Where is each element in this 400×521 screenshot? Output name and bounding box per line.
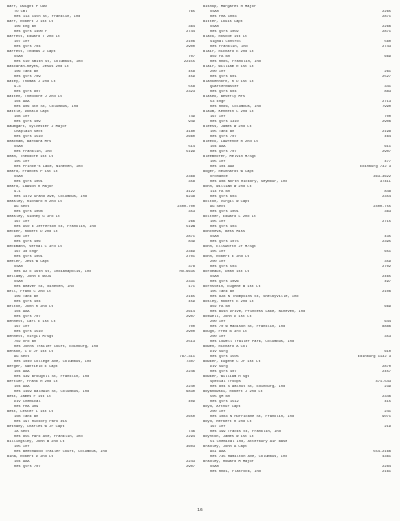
entry-text: Barr, Dwight P CWO [7, 5, 47, 9]
entry-text: Res Beaver St, Nineveh, Ind [14, 285, 74, 289]
entry-phone: 2400-755 [373, 205, 391, 209]
entry-text: 108 Tank Bn [14, 415, 39, 419]
entry-text: Res Qtrs 1505 [210, 355, 239, 359]
entry-text: Res Johns Trailer Court, Edinburg, Ind [14, 345, 99, 349]
entry-text: 108 Inf [14, 115, 30, 119]
entry-text: Bornstein, Eugene W 1st Lt [203, 285, 261, 289]
entry-text: Bishop, Margaret H Major [203, 5, 257, 9]
entry-text: 105 Inf [210, 250, 226, 254]
entry-phone: 459 [188, 75, 195, 79]
entry-phone: 610 [384, 350, 391, 354]
entry-text: Res Qtrs 704 [14, 45, 41, 49]
entry-text: 106 Eng Bn [14, 25, 37, 29]
entry-phone: 2161 [382, 470, 391, 474]
entry-text: Boyd, Arthur Capt [203, 405, 241, 409]
entry-text: Res 950 E Jefferson St, Franklin, Ind [14, 225, 96, 229]
entry-phone: 2701 [186, 255, 195, 259]
entry-text: USAR [14, 265, 23, 269]
entry-text: AG Sect [14, 205, 30, 209]
entry-phone: 464 [384, 135, 391, 139]
entry-text: Res Qtrs 404 [14, 300, 41, 304]
entry-phone: 2284 [382, 465, 391, 469]
entry-phone: 2243 [186, 460, 195, 464]
entry-phone: 2368 [186, 175, 195, 179]
entry-phone: 2650 [186, 415, 195, 419]
right-column [203, 5, 391, 475]
entry-text: 200 Inf [210, 410, 226, 414]
entry-text: Blankenhorn, R D 1st Lt [203, 80, 254, 84]
entry-text: 105 Inf [210, 160, 226, 164]
entry-text: Berger, Sanfield E Capt [7, 365, 58, 369]
entry-phone: Edinburg 73J 3 [360, 165, 391, 169]
entry-text: USAR [210, 10, 219, 14]
entry-phone: 358 [188, 180, 195, 184]
entry-phone: 2715 [382, 220, 391, 224]
entry-text: Bell, Frank C 2nd Lt [7, 290, 52, 294]
entry-text: 505 QM Bn [210, 395, 230, 399]
entry-text: Bough, Fred B 3rd Lt [203, 330, 248, 334]
entry-phone: 2246 [186, 370, 195, 374]
entry-phone: 848 [384, 190, 391, 194]
entry-text: Bennett, Carl E 1st Lt [7, 320, 56, 324]
entry-text: Res Qtrs 807 [14, 90, 41, 94]
entry-text: Res Qtrs 1001 [14, 180, 43, 184]
entry-text: Bradley, Howard M Major [203, 460, 254, 464]
entry-text: Bordeaux, Dean 1st Lt [203, 270, 250, 274]
entry-text: Res Lowell Trailer Park, Columbus, Ind [210, 340, 295, 344]
entry-text: Div Surg [210, 350, 228, 354]
entry-text: Res 828 N Thompkins St, Shelbyville, Ind [210, 295, 299, 299]
entry-text: Blasek, Beverly Mrs [203, 95, 246, 99]
entry-text: Becker, Robert D 2nd Lt [7, 230, 58, 234]
entry-phone: 2266 [382, 25, 391, 29]
entry-phone: 378 [188, 265, 195, 269]
entry-text: Bertier, Frank H 2nd Lt [7, 380, 58, 384]
entry-text: 200 Inf [210, 335, 226, 339]
entry-text: 167 Inf [14, 220, 30, 224]
entry-phone: 2907 [186, 315, 195, 319]
entry-text: Bethany, Charles W Jr Capt [7, 425, 65, 429]
entry-phone: 2870 [382, 365, 391, 369]
entry-text: Res Qtrs 707 [210, 150, 237, 154]
entry-text: 104 AAA [14, 460, 30, 464]
entry-phone: 364 [188, 25, 195, 29]
entry-text: Res RR#6, Columbus, Ind [210, 105, 261, 109]
entry-text: Res Beechwood Trailer Court, Columbus, Ind [14, 450, 107, 454]
entry-phone: 949 [188, 120, 195, 124]
entry-text: Res 1084 N Hurricane St, Franklin, Ind [210, 415, 295, 419]
entry-phone: 2354 [382, 195, 391, 199]
entry-text: 104 AAA [14, 100, 30, 104]
entry-phone: 700 [188, 325, 195, 329]
entry-phone: 2106 [186, 40, 195, 44]
entry-phone: 7307 [186, 360, 195, 364]
entry-text: Boyd, Herbert R 2nd Lt [203, 420, 252, 424]
entry-text: Bina, Robert D 2nd Lt [7, 455, 54, 459]
entry-text: Baumgart, Sylvester J Major [7, 125, 67, 129]
entry-phone: HU-6635 [179, 270, 195, 274]
entry-phone: 7990 [382, 105, 391, 109]
entry-phone: 707 [188, 55, 195, 59]
entry-phone: 353 [188, 210, 195, 214]
entry-text: 167 Inf [210, 425, 226, 429]
entry-text: 167 3d Engr [14, 250, 39, 254]
entry-phone: 2743 [382, 45, 391, 49]
entry-phone: 2744 [186, 30, 195, 34]
entry-text: 106 Tank Bn [14, 295, 39, 299]
entry-text: Bleeck, Lawrence R 2nd Lt [203, 140, 259, 144]
entry-text: Res Qtrs 1510 [14, 135, 43, 139]
entry-phone: 2465 [382, 275, 391, 279]
entry-text: Chaplain Sect [14, 130, 43, 134]
entry-phone: 2907 [186, 465, 195, 469]
entry-text: Res Qtrs 1400 F [14, 30, 48, 34]
entry-text: Boswell, John D 1st Lt [203, 315, 252, 319]
entry-text: 106 Inf [14, 235, 30, 239]
entry-text: Beasley, Richard H 2nd Lt [7, 200, 63, 204]
entry-phone: 644 [384, 320, 391, 324]
entry-text: ASI AAA [210, 450, 226, 454]
entry-phone: 341 [384, 85, 391, 89]
entry-phone: 5199 [186, 150, 195, 154]
entry-phone: 266 [188, 220, 195, 224]
entry-phone: 239 [384, 385, 391, 389]
entry-text: Bowker, Eugene C Jr 1st Lt [203, 360, 261, 364]
entry-text: Res Qtrs 1008 [14, 210, 43, 214]
entry-phone: 2513 [186, 340, 195, 344]
entry-phone: 514 [188, 145, 195, 149]
entry-text: Boger, Reinhardt W Capt [203, 170, 254, 174]
entry-text: Barrett, Edward T 2nd Lt [7, 35, 61, 39]
entry-phone: 787-311 [179, 355, 195, 359]
entry-text: Bowen, Richard A Col [203, 345, 248, 349]
entry-phone: 415 [384, 400, 391, 404]
entry-phone: 2165 [186, 295, 195, 299]
entry-phone: 2871 [186, 235, 195, 239]
entry-text: Res 1479 Grand Ave, Columbus, Ind [14, 195, 88, 199]
entry-text: Ordnance [210, 175, 228, 179]
entry-phone: 560 [384, 40, 391, 44]
entry-text: 200 Inf [210, 320, 226, 324]
entry-phone: 8886 [382, 325, 391, 329]
entry-text: Div Chemical [14, 400, 41, 404]
entry-text: Barr, Robert J 1st Lt [7, 20, 54, 24]
entry-text: 105 Tank Bn [210, 130, 235, 134]
entry-text: Res FHA 1003 [210, 15, 237, 19]
entry-text: G-1 [14, 190, 21, 194]
entry-text: 802 FA Bn [210, 305, 230, 309]
entry-text: Res 439 Broughll St, Franklin, Ind [14, 375, 90, 379]
entry-text: IA Sect [14, 430, 30, 434]
entry-text: AG Sect [14, 355, 30, 359]
entry-text: Res 104 AAA [210, 165, 235, 169]
entry-phone: 883 [384, 90, 391, 94]
entry-phone: 3180 [186, 130, 195, 134]
entry-text: Bonn, Robert E 2nd Lt [203, 255, 250, 259]
entry-text: Bowker, William H Sgt [203, 375, 250, 379]
entry-phone: 477 [384, 160, 391, 164]
entry-text: Battle, Donald Capt [7, 110, 50, 114]
entry-phone: 611 [384, 145, 391, 149]
entry-text: Res FHA 309 [14, 405, 39, 409]
entry-phone: 2369 [186, 250, 195, 254]
entry-phone: 219 [384, 425, 391, 429]
entry-phone: 497 [384, 280, 391, 284]
entry-text: Res 197 Hickory Park #15 [14, 420, 68, 424]
entry-phone: 359 [384, 260, 391, 264]
left-column [7, 5, 195, 470]
entry-text: 167 Inf [210, 115, 226, 119]
entry-text: Res Qtrs 1096 [210, 280, 239, 284]
entry-phone: 2106 [382, 290, 391, 294]
entry-text: Res Qtrs 707 [210, 135, 237, 139]
entry-phone: 6238 [186, 195, 195, 199]
entry-text: Res 510 Smith St, Columbus, Ind [14, 60, 83, 64]
entry-text: Res 906 4th St, Columbus, Ind [14, 105, 79, 109]
entry-phone: 2900 [186, 330, 195, 334]
entry-text: Blaum, Kenneth L 2nd Lt [203, 110, 254, 114]
entry-text: Res Qtrs 407 [210, 370, 237, 374]
entry-text: Res 199 Tracks St, Franklin, Ind [210, 430, 281, 434]
entry-text: Bean, Theodore 1st Lt [7, 155, 54, 159]
entry-phone: Edinburg 113J 3 [357, 355, 391, 359]
entry-text: Bellamy, John E WOJG [7, 275, 52, 279]
entry-text: Bohn, William W 2nd Lt [203, 185, 252, 189]
entry-phone: 409 [188, 400, 195, 404]
entry-phone: 2346 [382, 395, 391, 399]
entry-phone: 2240 [186, 385, 195, 389]
entry-text: Res Qtrs 1001 [14, 255, 43, 259]
entry-text: USAR [14, 145, 23, 149]
entry-text: USAR [210, 465, 219, 469]
entry-phone: 3741L [379, 180, 391, 184]
entry-phone: 471-543 [375, 380, 391, 384]
entry-phone: 2323 [186, 90, 195, 94]
entry-phone: 2400-700 [177, 205, 195, 209]
entry-text: Res Qtrs 1510 [14, 330, 43, 334]
entry-text: Res Qtrs 503 [210, 265, 237, 269]
entry-phone: 363 [384, 210, 391, 214]
entry-text: Res Qtrs 709 [14, 75, 41, 79]
entry-text: G-3 [14, 85, 21, 89]
entry-text: Res Qtrs 1512 [210, 400, 239, 404]
entry-text: Res 908 North Hickory, Seymour, Ind [210, 180, 288, 184]
entry-text: 200 Inf [210, 260, 226, 264]
entry-text: Beard, Lawson R Major [7, 185, 54, 189]
entry-text: Best, Lester L 1st Lt [7, 410, 54, 414]
entry-text: Res Prince's Lake, Nineveh, Ind [14, 165, 83, 169]
entry-phone: 2457 [382, 370, 391, 374]
entry-text: 107 Inf [14, 40, 30, 44]
entry-text: Res 735 Hamilton Ave, Columbus, Ind [210, 455, 288, 459]
entry-text: AG Sect [210, 205, 226, 209]
entry-phone: 9071 [382, 415, 391, 419]
entry-text: 802 FA Bn [210, 55, 230, 59]
entry-text: Signal Control [210, 40, 241, 44]
entry-text: Res 113 14th St, Franklin, Ind [14, 15, 81, 19]
entry-phone: 2265 [382, 10, 391, 14]
entry-phone: 651 [384, 250, 391, 254]
entry-text: 104 AAA [14, 310, 30, 314]
entry-phone: 261 [384, 70, 391, 74]
entry-text: Boncheva, Bess Miss [203, 230, 246, 234]
entry-phone: 700 [384, 115, 391, 119]
entry-text: Res Franklin, Ind [14, 150, 52, 154]
entry-phone: 363-3622 [373, 175, 391, 179]
entry-text: 200 Inf [210, 70, 226, 74]
entry-text: Barrett, Thomas J Capt [7, 50, 56, 54]
entry-phone: 669 [384, 55, 391, 59]
entry-phone: 2614 [186, 310, 195, 314]
entry-phone: 2906 [382, 120, 391, 124]
entry-text: Res Qtrs 1002 [210, 30, 239, 34]
entry-phone: 2907 [382, 150, 391, 154]
entry-text: Res Qtrs 1075 [210, 240, 239, 244]
entry-text: 702 Ord Bn [14, 340, 37, 344]
entry-phone: 2702 [382, 265, 391, 269]
entry-phone: 458 [188, 70, 195, 74]
entry-text: Bennett, Virgil M/Sgt [7, 335, 54, 339]
entry-phone: 435 [384, 235, 391, 239]
entry-text: Beasley, Sidney G 3rd Lt [7, 215, 61, 219]
entry-text: 105 Inf [14, 445, 30, 449]
entry-text: Bolton, Virgil W Capt [203, 200, 250, 204]
entry-text: Res Qtrs 601 [210, 75, 237, 79]
entry-text: Res Qtrs 604 [210, 90, 237, 94]
entry-text: Bonn, Ellsworth Jr M/Sgt [203, 245, 257, 249]
entry-text: Bleemhofer, Melvin M/Sgt [203, 155, 257, 159]
entry-phone: 2294 [186, 435, 195, 439]
entry-text: Res 855 Park Ave, Franklin, Ind [14, 435, 83, 439]
entry-text: 104 AAA [14, 385, 30, 389]
entry-phone: 2527 [382, 75, 391, 79]
entry-text: Res RR#1, Flatrock, Ind [210, 470, 261, 474]
entry-text: 167 Inf [14, 325, 30, 329]
entry-text: Blair, Richard E 2nd Lt [203, 50, 254, 54]
entry-text: 105 Tank Bn [210, 290, 235, 294]
entry-text: Res Qtrs 603 [210, 195, 237, 199]
entry-phone: 849 [188, 240, 195, 244]
entry-text: Blair, William R 1st Lt [203, 65, 254, 69]
entry-text: Boyanowski, Robert J 2nd Lt [203, 390, 263, 394]
entry-text: 105 Inf [14, 160, 30, 164]
entry-text: Res 70 W Madison St, Franklin, Ind [210, 325, 286, 329]
entry-text: 106 Tank Bn [14, 70, 39, 74]
entry-phone: 3122 [186, 190, 195, 194]
entry-text: Res Qtrs 1001 [210, 210, 239, 214]
entry-text: Special Troops [210, 380, 241, 384]
entry-text: 104 AAA [210, 145, 226, 149]
entry-text: Billingsley, John W 2nd Lt [7, 440, 65, 444]
entry-text: USAR [14, 55, 23, 59]
entry-phone: 2660 [186, 135, 195, 139]
entry-phone: 4361 [382, 455, 391, 459]
entry-phone: 353 [384, 335, 391, 339]
entry-text: Res Qtrs 1310 [210, 120, 239, 124]
directory-line [203, 470, 391, 475]
entry-text: Res Qtrs 406 [14, 240, 41, 244]
entry-text: Res 1040 College Ave, Columbus, Ind [14, 360, 92, 364]
entry-text: Bleess, James W 2nd Lt [203, 125, 252, 129]
entry-text: USAR [210, 275, 219, 279]
entry-phone: 22155 [183, 60, 195, 64]
entry-text: Bradley, John A Capt [203, 445, 248, 449]
directory-line [7, 465, 195, 470]
entry-text: USAR [14, 175, 23, 179]
entry-phone: 554-2166 [373, 450, 391, 454]
entry-text: 105 Inf [210, 220, 226, 224]
entry-phone: 171 [188, 285, 195, 289]
entry-phone: 2331 [186, 280, 195, 284]
entry-phone: 558 [188, 85, 195, 89]
entry-phone: 519W [186, 225, 195, 229]
entry-text: Res RR#5, Franklin, Ind [210, 60, 261, 64]
entry-phone: 2871 [382, 15, 391, 19]
page-number: 16 [197, 508, 203, 513]
entry-phone: 2713 [382, 100, 391, 104]
entry-text: Best, James F 1st Lt [7, 395, 52, 399]
entry-phone: 459 [188, 300, 195, 304]
entry-text: 104 AAA [14, 370, 30, 374]
entry-text: Beeler, Jess W Capt [7, 260, 50, 264]
entry-text: Boltner, Edward L 2nd Lt [203, 215, 257, 219]
entry-text: Belton, John R 2nd Lt [7, 305, 54, 309]
entry-text: TO Cml [14, 10, 28, 14]
entry-phone: 2900 [186, 45, 195, 49]
entry-text: Res Qtrs 707 [14, 315, 41, 319]
entry-phone: 746 [188, 430, 195, 434]
entry-text: Beacham, Barbara Mrs [7, 140, 52, 144]
entry-text: USAR [14, 280, 23, 284]
entry-phone: 765 [188, 10, 195, 14]
entry-phone: 6830 [186, 390, 195, 394]
entry-phone: 2395 [382, 240, 391, 244]
entry-text: Res Franklin, Ind [210, 45, 248, 49]
entry-text: Batey, Thomas J 2nd Lt [7, 80, 56, 84]
entry-text: 53 Engr [210, 100, 226, 104]
entry-text: Res Qtrs 409 [14, 120, 41, 124]
entry-phone: 749 [188, 115, 195, 119]
entry-text: 114 FA Bn [210, 190, 230, 194]
entry-text: 51 Chemical Ind, Atterbury Air Base [210, 440, 288, 444]
entry-text: Res 92 E 16th St, Indianapolis, Ind [14, 270, 92, 274]
entry-text: Boynton, James W 1st Lt [203, 435, 254, 439]
entry-phone: 3603 [186, 445, 195, 449]
entry-text: Bascaran-Reyes, Jesus 2nd Lt [7, 65, 69, 69]
entry-text: Res Qtrs 403 [210, 225, 237, 229]
entry-text: USAR [210, 25, 219, 29]
entry-text: Res Bush Drive, Princess Lake, Nineveh, Ind [210, 310, 306, 314]
entry-phone: 669 [384, 305, 391, 309]
entry-text: Res Qtrs 707 [14, 465, 41, 469]
entry-phone: 2871 [382, 30, 391, 34]
entry-text: Benson, C D Jr 1st Lt [7, 350, 54, 354]
entry-text: Batten, Theodore J 2nd Lt [7, 95, 63, 99]
entry-text: USAR [210, 235, 219, 239]
entry-text: Black, Roscoe 1st Lt [203, 35, 248, 39]
entry-text: Res 804 S Walnut St, Edinburg, Ind [210, 385, 286, 389]
entry-text: Div Surg [210, 365, 228, 369]
entry-text: Quartermaster [210, 85, 239, 89]
entry-text: Beckmann, Vernal C 3rd Lt [7, 245, 63, 249]
entry-text: Beard, Frances P 1st Lt [7, 170, 58, 174]
entry-text: Bosley, Robert E 2nd Lt [203, 300, 254, 304]
entry-text: Res 1469 Baldwin St, Columbus, Ind [14, 390, 90, 394]
entry-text: Bitter, Louis Capt [203, 20, 243, 24]
entry-phone: 2198 [382, 130, 391, 134]
entry-phone: 241 [384, 410, 391, 414]
